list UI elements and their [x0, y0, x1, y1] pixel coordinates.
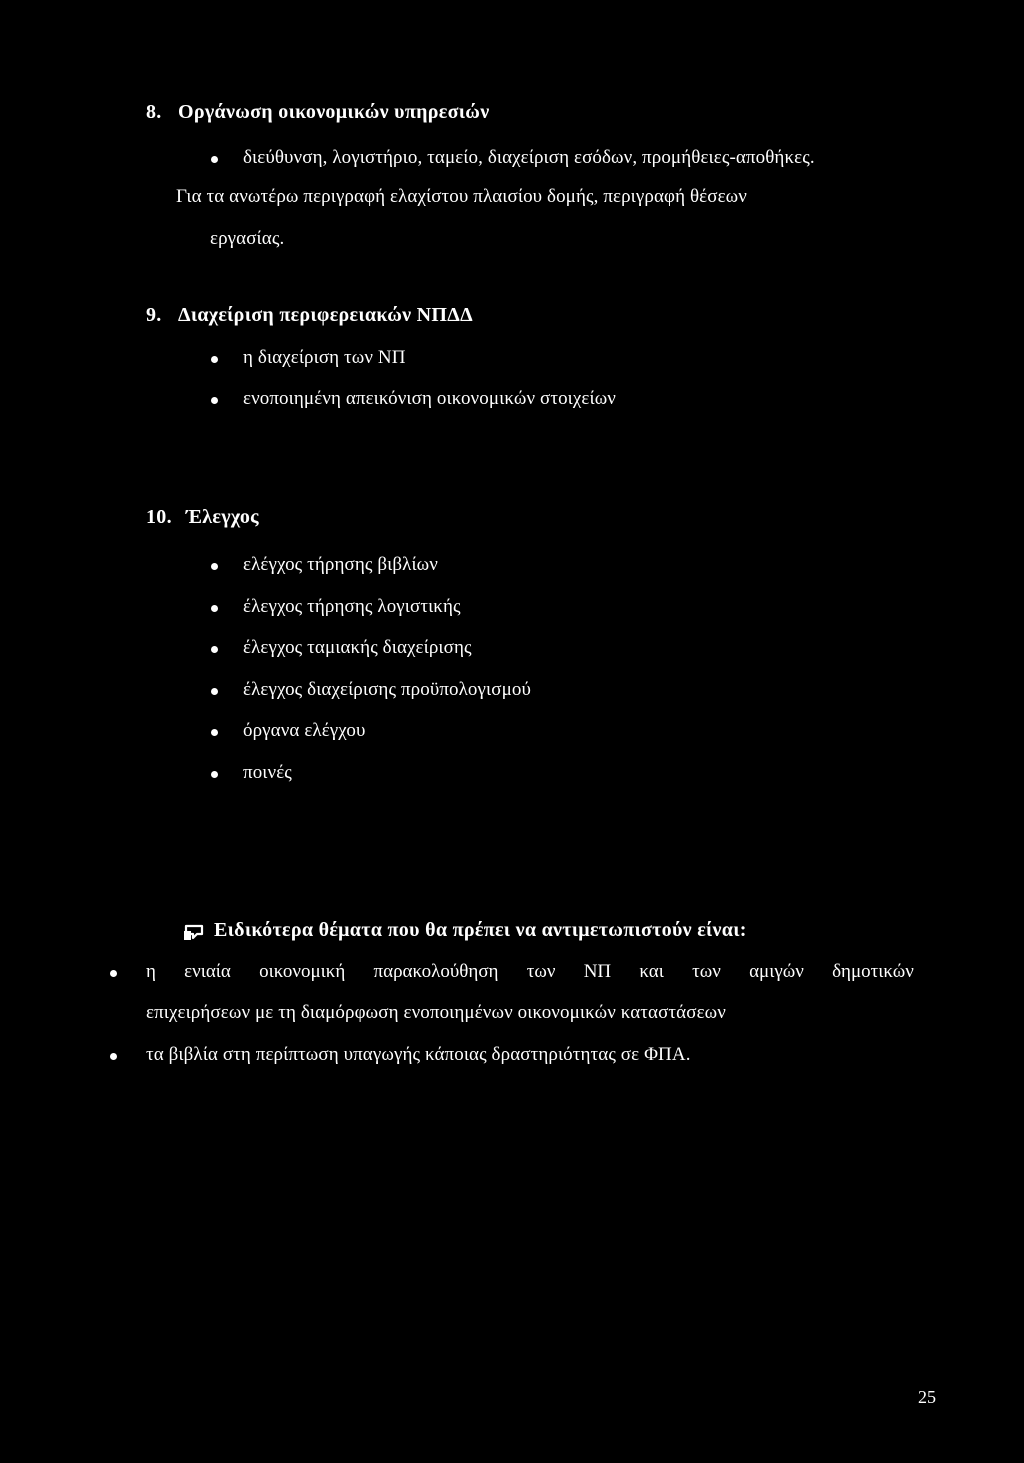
section-9-bullet-1: η διαχείριση των ΝΠ	[243, 347, 406, 368]
section-8-number: 8.	[146, 101, 162, 123]
bullet-icon	[211, 688, 218, 695]
bullet-icon	[211, 646, 218, 653]
section-8-title: Οργάνωση οικονομικών υπηρεσιών	[178, 101, 490, 123]
special-item-1-line-1	[146, 961, 914, 983]
section-9-number: 9.	[146, 304, 162, 326]
section-10-bullet-1: ελέγχος τήρησης βιβλίων	[243, 554, 438, 575]
section-9-title: Διαχείριση περιφερειακών ΝΠΔΔ	[178, 304, 473, 326]
bullet-icon	[211, 356, 218, 363]
word: των	[526, 961, 556, 982]
bullet-icon	[211, 729, 218, 736]
bullet-icon	[211, 605, 218, 612]
bullet-icon	[211, 156, 218, 163]
special-topics-title: Ειδικότερα θέματα που θα πρέπει να αντιμετωπιστούν είναι:	[214, 919, 747, 941]
section-10-bullet-3: έλεγχος ταμιακής διαχείρισης	[243, 637, 472, 658]
section-10-bullet-6: ποινές	[243, 762, 292, 783]
word: οικονομική	[259, 961, 346, 982]
word: η	[146, 961, 156, 982]
section-10-number: 10.	[146, 506, 172, 528]
word: και	[639, 961, 664, 982]
special-item-2: τα βιβλία στη περίπτωση υπαγωγής κάποιας δραστηριότητας σε ΦΠΑ.	[146, 1044, 691, 1065]
section-8-paragraph-line-2: εργασίας.	[210, 228, 285, 249]
word: ΝΠ	[583, 961, 612, 982]
section-8-paragraph-line-1: Για τα ανωτέρω περιγραφή ελαχίστου πλαισίου δομής, περιγραφή θέσεων	[176, 186, 747, 207]
word: αμιγών	[749, 961, 804, 982]
section-9-bullet-2: ενοποιημένη απεικόνιση οικονομικών στοιχείων	[243, 388, 616, 409]
section-10-bullet-2: έλεγχος τήρησης λογιστικής	[243, 596, 461, 617]
section-8-bullet-1: διεύθυνση, λογιστήριο, ταμείο, διαχείριση εσόδων, προμήθειες-αποθήκες.	[243, 147, 815, 168]
word: των	[692, 961, 721, 982]
section-10-bullet-4: έλεγχος διαχείρισης προϋπολογισμού	[243, 679, 531, 700]
bullet-icon	[211, 397, 218, 404]
note-icon	[180, 922, 206, 944]
special-item-1-line-2: επιχειρήσεων με τη διαμόρφωση ενοποιημένων οικονομικών καταστάσεων	[146, 1002, 726, 1023]
word: δημοτικών	[832, 961, 914, 982]
section-10-title: Έλεγχος	[186, 506, 259, 528]
bullet-icon	[110, 1053, 117, 1060]
bullet-icon	[211, 563, 218, 570]
word: ενιαία	[184, 961, 231, 982]
word: παρακολούθηση	[373, 961, 499, 982]
page-number: 25	[918, 1387, 936, 1407]
section-10-bullet-5: όργανα ελέγχου	[243, 720, 366, 741]
bullet-icon	[211, 771, 218, 778]
bullet-icon	[110, 970, 117, 977]
